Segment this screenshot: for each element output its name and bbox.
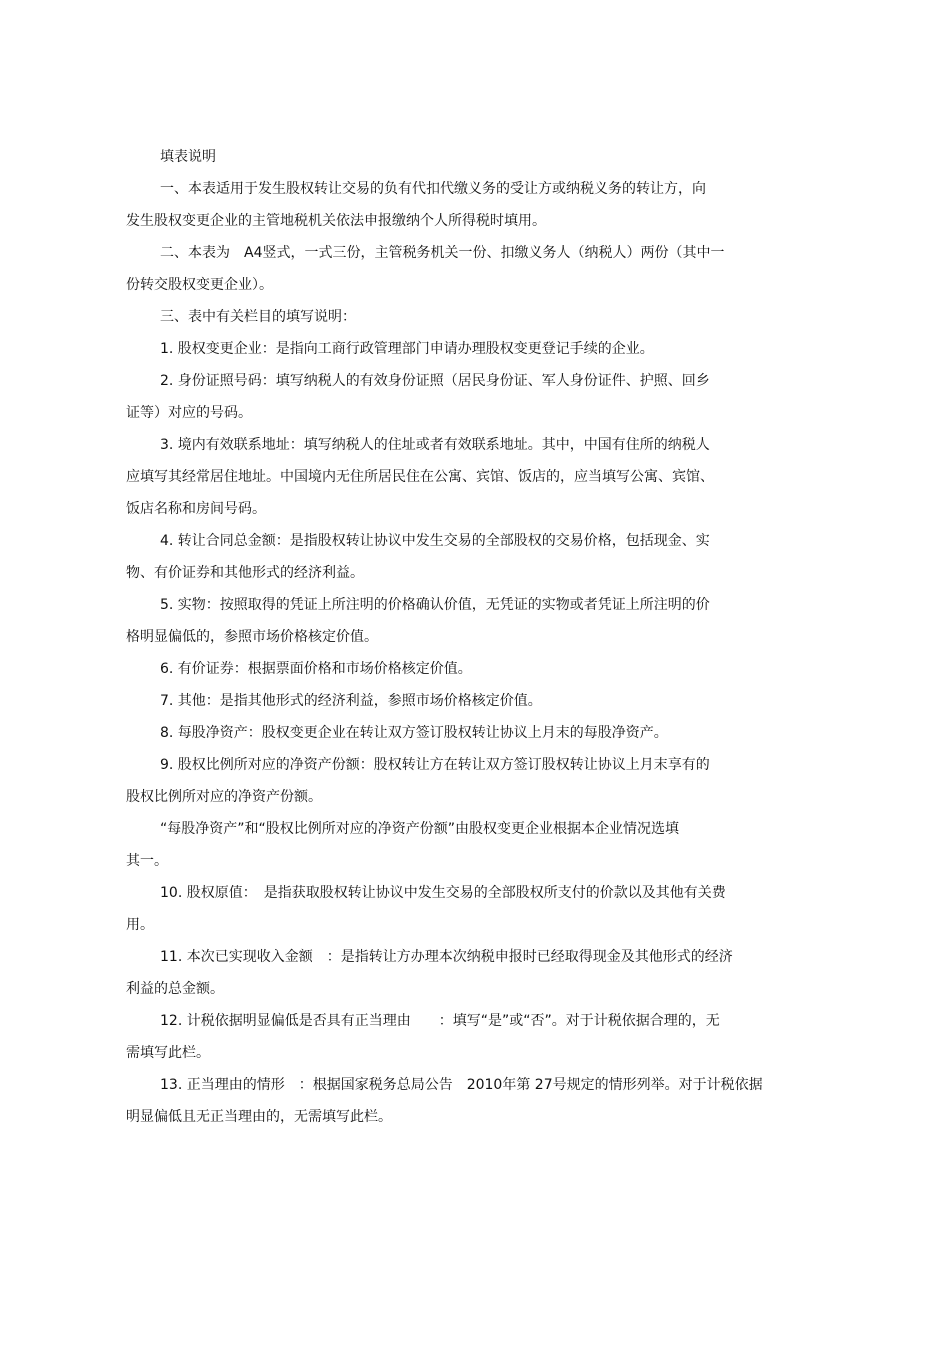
text-line: 三、表中有关栏目的填写说明：: [160, 309, 356, 325]
text-line: 需填写此栏。: [126, 1045, 210, 1061]
text-line: 3. 境内有效联系地址：填写纳税人的住址或者有效联系地址。其中，中国有住所的纳税人: [160, 437, 710, 453]
text-line: 物、有价证券和其他形式的经济利益。: [126, 565, 364, 581]
text-line: 股权比例所对应的净资产份额。: [126, 789, 322, 805]
text-line: 6. 有价证券：根据票面价格和市场价格核定价值。: [160, 661, 472, 677]
text-line: 2. 身份证照号码：填写纳税人的有效身份证照（居民身份证、军人身份证件、护照、回乡: [160, 373, 710, 389]
text-line: 应填写其经常居住地址。中国境内无住所居民住在公寓、宾馆、饭店的，应当填写公寓、宾馆、: [126, 469, 714, 485]
document-title: 填表说明: [160, 149, 216, 165]
text-line: 4. 转让合同总金额：是指股权转让协议中发生交易的全部股权的交易价格，包括现金、实: [160, 533, 710, 549]
text-line: 1. 股权变更企业：是指向工商行政管理部门申请办理股权变更登记手续的企业。: [160, 341, 654, 357]
text-line: 13. 正当理由的情形 ：根据国家税务总局公告 2010年第 27号规定的情形列举。对于计税依据: [160, 1077, 763, 1093]
text-line: 明显偏低且无正当理由的，无需填写此栏。: [126, 1109, 392, 1125]
text-line: 二、本表为 A4竖式，一式三份，主管税务机关一份、扣缴义务人（纳税人）两份（其中一: [160, 245, 725, 261]
text-line: 格明显偏低的，参照市场价格核定价值。: [126, 629, 378, 645]
text-line: 发生股权变更企业的主管地税机关依法申报缴纳个人所得税时填用。: [126, 213, 546, 229]
text-line: 证等）对应的号码。: [126, 405, 252, 421]
text-line: 7. 其他：是指其他形式的经济利益，参照市场价格核定价值。: [160, 693, 542, 709]
text-line: 12. 计税依据明显偏低是否具有正当理由 ：填写“是”或“否”。对于计税依据合理的，无: [160, 1013, 720, 1029]
text-line: “每股净资产”和“股权比例所对应的净资产份额”由股权变更企业根据本企业情况选填: [160, 821, 680, 837]
text-line: 份转交股权变更企业）。: [126, 277, 273, 293]
text-line: 饭店名称和房间号码。: [126, 501, 266, 517]
text-line: 用。: [126, 917, 154, 933]
text-line: 利益的总金额。: [126, 981, 224, 997]
text-line: 10. 股权原值： 是指获取股权转让协议中发生交易的全部股权所支付的价款以及其他有关费: [160, 885, 726, 901]
text-line: 其一。: [126, 853, 168, 869]
text-line: 9. 股权比例所对应的净资产份额：股权转让方在转让双方签订股权转让协议上月末享有的: [160, 757, 710, 773]
text-line: 一、本表适用于发生股权转让交易的负有代扣代缴义务的受让方或纳税义务的转让方，向: [160, 181, 706, 197]
text-line: 5. 实物：按照取得的凭证上所注明的价格确认价值，无凭证的实物或者凭证上所注明的价: [160, 597, 710, 613]
text-line: 8. 每股净资产：股权变更企业在转让双方签订股权转让协议上月末的每股净资产。: [160, 725, 668, 741]
text-line: 11. 本次已实现收入金额 ：是指转让方办理本次纳税申报时已经取得现金及其他形式的经济: [160, 949, 733, 965]
